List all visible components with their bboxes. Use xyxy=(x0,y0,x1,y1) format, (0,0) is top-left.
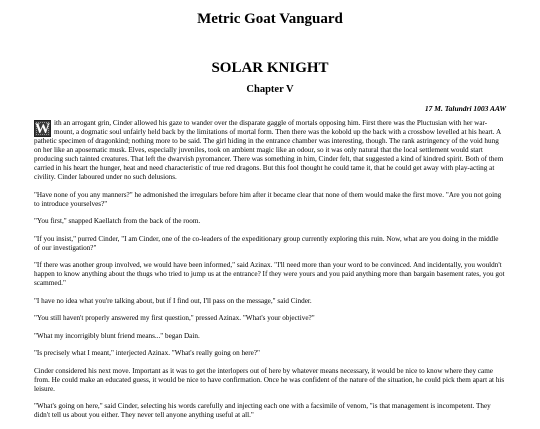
paragraph: "If there was another group involved, we would have been informed," said Azinax. "I'll need more than your word to be convinced. And incidentally, you wouldn't happen to know anything about the thugs who tried to jump us at the entrance? If they were yours and you paid anything more than bargain basement rates, you got scammed." xyxy=(34,261,505,287)
chapter-heading: Chapter V xyxy=(246,84,294,95)
paragraph: "What's going on here," said Cinder, selecting his words carefully and injecting each one with a facsimile of venom, "is that management is incompetent. They didn't tell us about you either. They never tell anyone anything useful at all." xyxy=(34,402,491,419)
paragraph: Cinder considered his next move. Important as it was to get the interlopers out of here by whatever means necessary, it would be nice to know where they came from. He could make an educated guess, it would be nice to have confirmation. Once he was confident of the nature of the situation, he could pick them apart at his leisure. xyxy=(34,366,505,393)
paragraph: "I have no idea what you're talking about, but if I find out, I'll pass on the message," said Cinder. xyxy=(34,296,312,305)
paragraph: "Is precisely what I meant," interjected Azinax. "What's really going on here?" xyxy=(34,349,260,357)
paragraph: With an arrogant grin, Cinder allowed his gaze to wander over the disparate gaggle of mortals opposing him. First there was the Pluctusian with her war-mount, a dogmatic soul unfairly held back by the limitations of mortal form. Then there was the kobold up the back with a crossbow levelled at his heart. A pathetic specimen of dragonkind; nothing more to be said. The girl hiding in the entrance chamber was interesting, though. The rank astringency of the void hung on her like an aposematic musk. Elves, especially juveniles, took on ambient magic like an odour, so it was only natural that the local settlement would start producing such tainted creatures. That left the dwarvish pyromancer. There was something in him, Cinder felt, that suggested a kind of kindred spirit. Both of them carried in his heart the hunger, heat and need characteristic of true red dragons. But this fool thought he could tame it, that he could get away with play-acting at civility. Cinder laboured under no such delusions. xyxy=(34,119,504,181)
dropcap-initial: W xyxy=(35,121,50,137)
paragraph: "If you insist," purred Cinder, "I am Cinder, one of the co-leaders of the expeditionary group currently exploring this ruin. Now, what are you doing in the middle of our investigation?" xyxy=(34,234,499,252)
paragraph: "You still haven't properly answered my first question," pressed Azinax. "What's your objective?" xyxy=(34,314,315,322)
paragraph: "You first," snapped Kaellatch from the back of the room. xyxy=(34,217,201,225)
dateline: 17 M. Talundri 1003 AAW xyxy=(424,104,506,113)
paragraph: "What my incorrigibly blunt friend means..." began Dain. xyxy=(34,331,200,340)
site-title[interactable]: Metric Goat Vanguard xyxy=(197,11,343,27)
book-title: SOLAR KNIGHT xyxy=(211,60,329,76)
chapter-body xyxy=(34,119,506,429)
paragraph: "Have none of you any manners?" he admonished the irregulars before him after it became clear that none of them would make the first move. "Are you not going to introduce yourselves?" xyxy=(34,190,502,208)
